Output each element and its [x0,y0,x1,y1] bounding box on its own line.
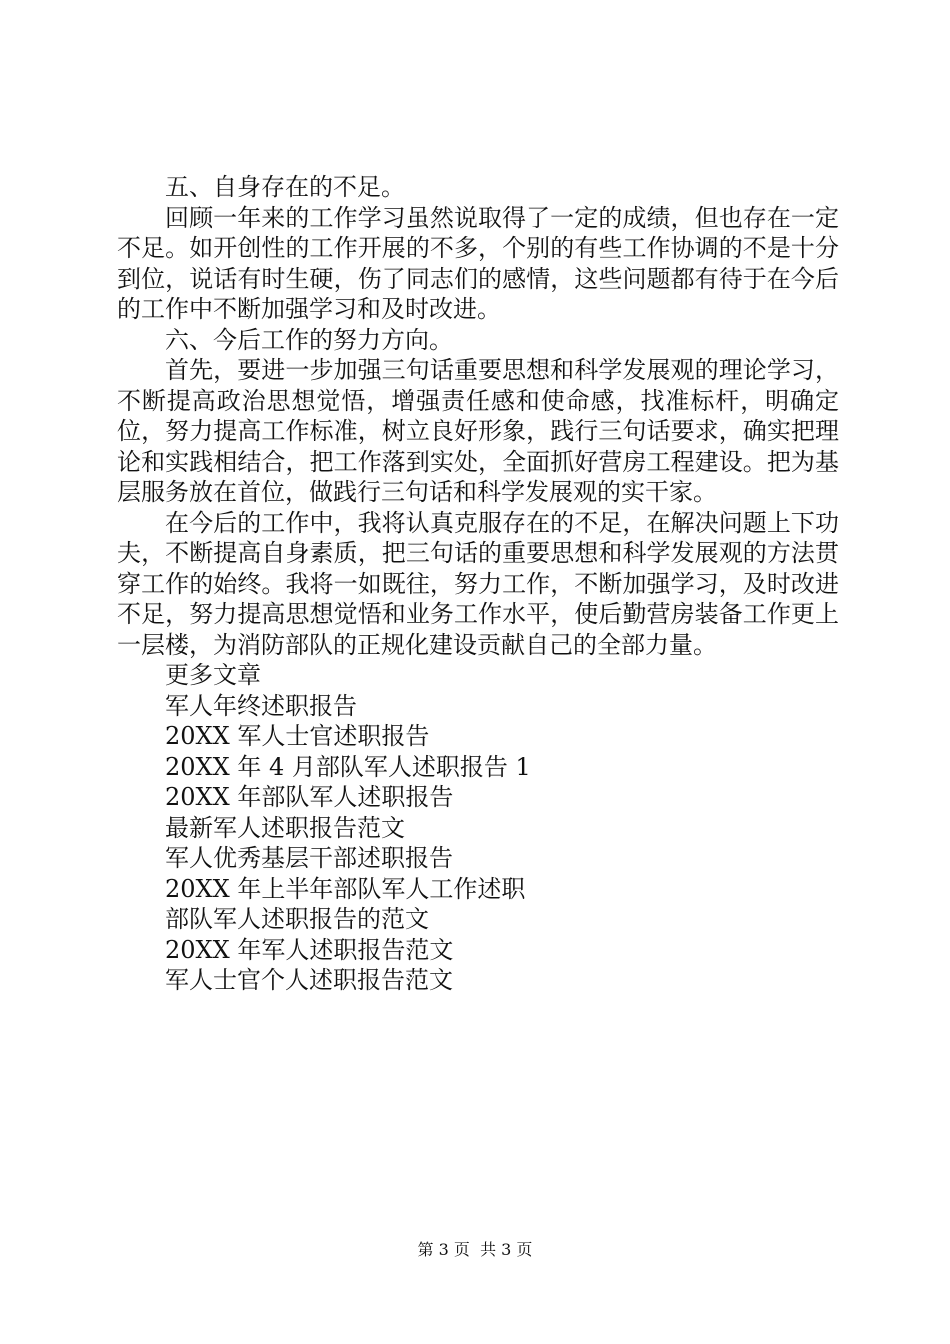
paragraph-shortcomings: 回顾一年来的工作学习虽然说取得了一定的成绩，但也存在一定不足。如开创性的工作开展的不多，个别的有些工作协调的不是十分到位，说话有时生硬，伤了同志们的感情，这些问题都有待于在今后的工作中不断加强学习和及时改进。 [117,203,839,323]
more-article-link[interactable]: 20XX 年上半年部队军人工作述职 [165,874,526,903]
more-article-link[interactable]: 最新军人述职报告范文 [165,813,405,842]
more-article-link[interactable]: 军人士官个人述职报告范文 [165,966,453,994]
more-article-link[interactable]: 军人优秀基层干部述职报告 [165,844,453,872]
paragraph-future-second: 在今后的工作中，我将认真克服存在的不足，在解决问题上下功夫，不断提高自身素质，把三句话的重要思想和科学发展观的方法贯穿工作的始终。我将一如既往，努力工作，不断加强学习，及时改进不足，努力提高思想觉悟和业务工作水平，使后勤营房装备工作更上一层楼，为消防部队的正规化建设贡献自己的全部力量。 [117,508,839,659]
document-body [117,172,839,996]
page-footer [0,1240,950,1260]
more-article-link[interactable]: 军人年终述职报告 [165,691,357,720]
more-article-link[interactable]: 20XX 年军人述职报告范文 [165,935,454,964]
more-article-link[interactable]: 部队军人述职报告的范文 [165,905,429,933]
more-articles-title: 更多文章 [165,661,261,689]
page-total: 共 3 页 [480,1240,533,1259]
section-heading-future-direction: 六、今后工作的努力方向。 [165,325,453,354]
paragraph-future-first: 首先，要进一步加强三句话重要思想和科学发展观的理论学习，不断提高政治思想觉悟，增强责任感和使命感，找准标杆，明确定位，努力提高工作标准，树立良好形象，践行三句话要求，确实把理论和实践相结合，把工作落到实处，全面抓好营房工程建设。把为基层服务放在首位，做践行三句话和科学发展观的实干家。 [117,356,839,506]
more-article-link[interactable]: 20XX 军人士官述职报告 [165,722,430,750]
section-heading-shortcomings: 五、自身存在的不足。 [165,173,405,201]
more-article-link[interactable]: 20XX 年部队军人述职报告 [165,783,454,811]
more-article-link[interactable]: 20XX 年 4 月部队军人述职报告 1 [165,752,531,781]
page-number: 第 3 页 [417,1240,470,1259]
more-articles-list [117,691,839,996]
